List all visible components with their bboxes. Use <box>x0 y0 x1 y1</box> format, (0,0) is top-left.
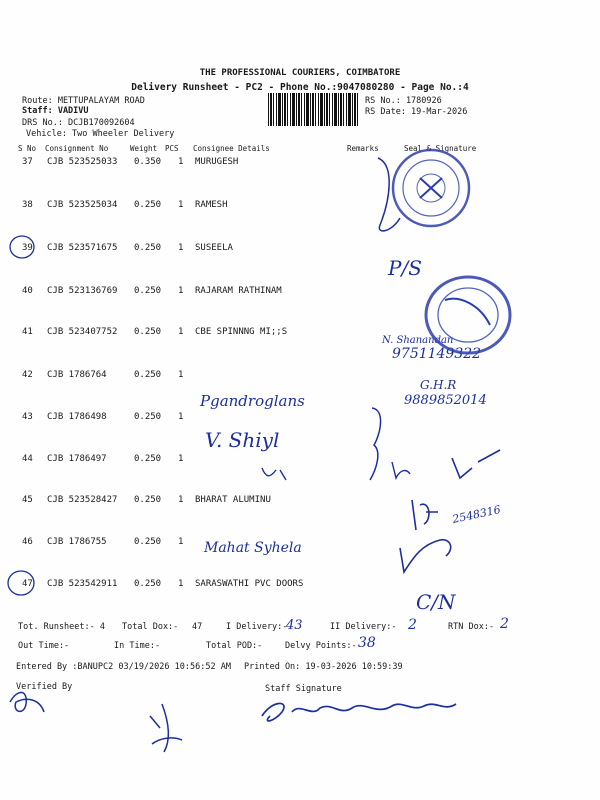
col-sno: S No <box>18 144 37 153</box>
row-weight: 0.250 <box>134 370 162 380</box>
row-pcs: 1 <box>178 579 184 589</box>
table-row <box>0 243 600 263</box>
route: Route: METTUPALAYAM ROAD <box>22 96 145 106</box>
row-consignment: CJB 1786497 <box>47 454 107 464</box>
row-pcs: 1 <box>178 243 184 253</box>
row-consignment: CJB 523571675 <box>47 243 118 253</box>
row-consignment: CJB 523525034 <box>47 200 118 210</box>
row-consignee: MURUGESH <box>195 157 239 167</box>
table-row <box>0 412 600 432</box>
col-remarks: Remarks <box>347 144 379 153</box>
row-pcs: 1 <box>178 157 184 167</box>
barcode <box>268 93 360 126</box>
row-consignment: CJB 523528427 <box>47 495 118 505</box>
row-consignee: CBE SPINNNG MI;;S <box>195 327 288 337</box>
row-consignment: CJB 523525033 <box>47 157 118 167</box>
table-row <box>0 370 600 390</box>
col-consignment: Consignment No <box>45 144 109 153</box>
row-sno: 37 <box>22 157 33 167</box>
tot-runsheet: Tot. Runsheet:- 4 <box>18 622 105 632</box>
row-sno: 47 <box>22 579 33 589</box>
row-sno: 41 <box>22 327 33 337</box>
in-time: In Time:- <box>114 641 161 651</box>
vehicle: Vehicle: Two Wheeler Delivery <box>26 129 175 139</box>
table-row <box>0 200 600 220</box>
row-weight: 0.250 <box>134 200 162 210</box>
handwritten-row39-mark: P/S <box>388 256 422 280</box>
row-pcs: 1 <box>178 370 184 380</box>
handwritten-row42-name: G.H.R <box>420 378 457 392</box>
handwritten-ii-delivery: 2 <box>408 617 417 633</box>
delvy-points-label: Delvy Points:- <box>285 641 357 651</box>
rs-date: RS Date: 19-Mar-2026 <box>365 107 468 117</box>
col-pcs: PCS <box>165 144 179 153</box>
handwritten-row41-phone: 9751149322 <box>392 346 482 362</box>
row-pcs: 1 <box>178 286 184 296</box>
signature-verified-by <box>10 692 44 712</box>
row-pcs: 1 <box>178 412 184 422</box>
handwritten-row45-number: 2548316 <box>451 503 502 526</box>
signature-staff <box>262 703 456 720</box>
table-row <box>0 579 600 599</box>
row-consignment: CJB 1786764 <box>47 370 107 380</box>
row-pcs: 1 <box>178 454 184 464</box>
row-consignee: SARASWATHI PVC DOORS <box>195 579 304 589</box>
rs-number: RS No.: 1780926 <box>365 96 442 106</box>
total-dox-value: 47 <box>192 622 203 632</box>
row-weight: 0.250 <box>134 327 162 337</box>
row-consignment: CJB 1786755 <box>47 537 107 547</box>
handwritten-row42-phone: 9889852014 <box>404 393 487 408</box>
row-pcs: 1 <box>178 327 184 337</box>
row-sno: 40 <box>22 286 33 296</box>
row-weight: 0.250 <box>134 412 162 422</box>
row-consignee: RAJARAM RATHINAM <box>195 286 282 296</box>
total-pod: Total POD:- <box>206 641 263 651</box>
row-weight: 0.250 <box>134 537 162 547</box>
col-consignee: Consignee Details <box>193 144 270 153</box>
table-row <box>0 454 600 474</box>
row-weight: 0.250 <box>134 579 162 589</box>
row-pcs: 1 <box>178 537 184 547</box>
row-weight: 0.250 <box>134 495 162 505</box>
drs-number: DRS No.: DCJB170092604 <box>22 118 135 128</box>
row-consignment: CJB 523407752 <box>47 327 118 337</box>
row-sno: 46 <box>22 537 33 547</box>
row-consignee: SUSEELA <box>195 243 233 253</box>
runsheet-title: Delivery Runsheet - PC2 - Phone No.:9047080280 - Page No.:4 <box>131 82 469 93</box>
handwritten-delvy-points: 38 <box>358 635 376 651</box>
handwritten-row43b-name: V. Shiyl <box>205 428 280 452</box>
col-seal: Seal & Signature <box>404 144 477 153</box>
handwritten-row47-mark: C/N <box>416 590 456 614</box>
handwritten-row43-name: Pgandroglans <box>200 392 305 410</box>
table-row <box>0 495 600 515</box>
total-dox-label: Total Dox:- <box>122 622 179 632</box>
row-consignment: CJB 523136769 <box>47 286 118 296</box>
rtn-dox-label: RTN Dox:- <box>448 622 495 632</box>
row-pcs: 1 <box>178 495 184 505</box>
signature-middle <box>150 704 182 752</box>
row-sno: 44 <box>22 454 33 464</box>
col-weight: Weight <box>130 144 158 153</box>
staff: Staff: VADIVU <box>22 106 89 116</box>
table-row <box>0 157 600 177</box>
row-sno: 42 <box>22 370 33 380</box>
row-sno: 39 <box>22 243 33 253</box>
row-consignment: CJB 1786498 <box>47 412 107 422</box>
handwritten-i-delivery: 43 <box>286 618 303 633</box>
i-delivery-label: I Delivery:- <box>226 622 288 632</box>
ii-delivery-label: II Delivery:- <box>330 622 397 632</box>
entered-by: Entered By :BANUPC2 03/19/2026 10:56:52 AM <box>16 662 231 672</box>
row-sno: 38 <box>22 200 33 210</box>
row-sno: 45 <box>22 495 33 505</box>
company-name: THE PROFESSIONAL COURIERS, COIMBATORE <box>199 68 401 78</box>
handwritten-rtn-dox: 2 <box>500 616 509 632</box>
row-weight: 0.350 <box>134 157 162 167</box>
table-row <box>0 286 600 306</box>
row-consignment: CJB 523542911 <box>47 579 118 589</box>
row-weight: 0.250 <box>134 243 162 253</box>
staff-signature-label: Staff Signature <box>265 684 342 694</box>
row-pcs: 1 <box>178 200 184 210</box>
verified-by-label: Verified By <box>16 682 73 692</box>
handwritten-row41-name: N. Shanandan <box>382 335 454 346</box>
printed-on: Printed On: 19-03-2026 10:59:39 <box>244 662 403 672</box>
row-weight: 0.250 <box>134 454 162 464</box>
handwritten-row46-name: Mahat Syhela <box>204 540 302 556</box>
row-weight: 0.250 <box>134 286 162 296</box>
out-time: Out Time:- <box>18 641 70 651</box>
row-consignee: BHARAT ALUMINU <box>195 495 271 505</box>
table-row <box>0 327 600 347</box>
row-consignee: RAMESH <box>195 200 228 210</box>
row-sno: 43 <box>22 412 33 422</box>
